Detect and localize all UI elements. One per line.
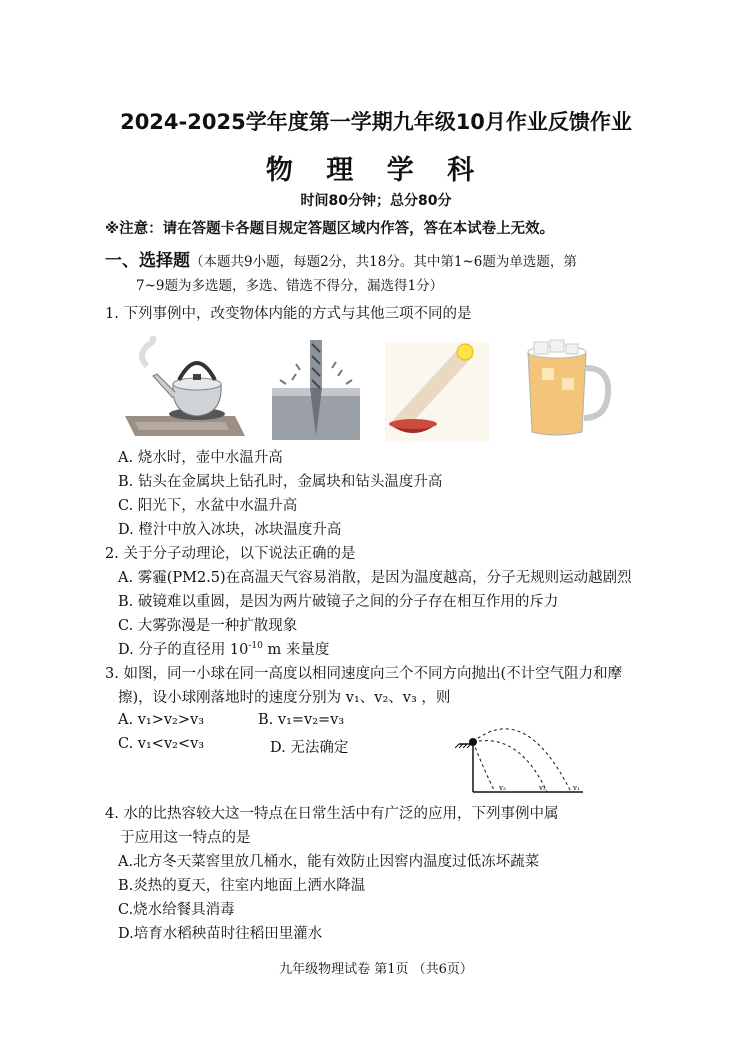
- q4-stem: 4. 水的比热容较大这一特点在日常生活中有广泛的应用，下列事例中属: [105, 806, 559, 822]
- q2-stem: 2. 关于分子动理论，以下说法正确的是: [105, 546, 356, 562]
- q3-option-d: D. 无法确定: [270, 740, 349, 756]
- exam-title: 2024-2025学年度第一学期九年级10月作业反馈作业: [120, 110, 632, 134]
- q2-option-a: A. 雾霾(PM2.5)在高温天气容易消散，是因为温度越高，分子无规则运动越剧烈: [118, 570, 632, 586]
- q1-option-c: C. 阳光下，水盆中水温升高: [118, 498, 298, 514]
- q4-option-b: B.炎热的夏天，往室内地面上洒水降温: [118, 878, 366, 894]
- q2-option-d: [118, 638, 329, 659]
- fig-label-v2: v₂: [539, 784, 546, 792]
- q1-option-a: A. 烧水时，壶中水温升高: [118, 450, 283, 466]
- kettle-image: [125, 336, 245, 440]
- q3-option-b: B. v₁=v₂=v₃: [258, 712, 345, 728]
- page-footer: 九年级物理试卷 第1页 （共6页）: [279, 962, 473, 977]
- q3-stem-2: 擦)，设小球刚落地时的速度分别为 v₁、v₂、v₃ ，则: [118, 690, 451, 706]
- subject-title: 物 理 学 科: [265, 155, 487, 186]
- notice: ※注意：请在答题卡各题目规定答题区域内作答，答在本试卷上无效。: [105, 221, 555, 237]
- q3-option-a: A. v₁>v₂>v₃: [118, 712, 205, 728]
- q3-stem: 3. 如图，同一小球在同一高度以相同速度向三个不同方向抛出(不计空气阻力和摩: [105, 666, 623, 682]
- fig-label-v3: v₃: [499, 784, 506, 792]
- q2-option-d-unit: m 来量度: [262, 642, 330, 658]
- q2-option-d-text: D. 分子的直径用 10: [118, 642, 249, 658]
- q2-option-c: C. 大雾弥漫是一种扩散现象: [118, 618, 298, 634]
- q4-option-a: A.北方冬天菜窖里放几桶水，能有效防止因窖内温度过低冻坏蔬菜: [118, 854, 540, 870]
- q1-stem: 1. 下列事例中，改变物体内能的方式与其他三项不同的是: [105, 306, 472, 322]
- q4-stem-2: 于应用这一特点的是: [120, 830, 251, 846]
- q1-option-b: B. 钻头在金属块上钻孔时，金属块和钻头温度升高: [118, 474, 443, 490]
- q1-option-d: D. 橙汁中放入冰块，冰块温度升高: [118, 522, 342, 538]
- q2-option-b: B. 破镜难以重圆，是因为两片破镜子之间的分子存在相互作用的斥力: [118, 594, 559, 610]
- section-header: [105, 246, 577, 271]
- juice-mug-image: [520, 338, 612, 438]
- section-title: 一、选择题: [105, 251, 190, 271]
- sunlight-basin-image: [385, 342, 489, 442]
- q2-option-d-exponent: -10: [248, 641, 263, 652]
- q4-option-d: D.培育水稻秧苗时往稻田里灌水: [118, 926, 323, 942]
- q4-option-c: C.烧水给餐具消毒: [118, 902, 235, 918]
- projectile-diagram: [455, 716, 585, 796]
- section-desc-2: 7~9题为多选题，多选、错选不得分，漏选得1分）: [136, 278, 444, 294]
- drill-image: [272, 340, 360, 440]
- time-score: 时间80分钟；总分80分: [300, 193, 452, 209]
- fig-label-v1: v₁: [573, 784, 580, 792]
- q3-option-c: C. v₁<v₂<v₃: [118, 736, 205, 752]
- section-desc: （本题共9小题，每题2分，共18分。其中第1~6题为单选题，第: [190, 254, 577, 270]
